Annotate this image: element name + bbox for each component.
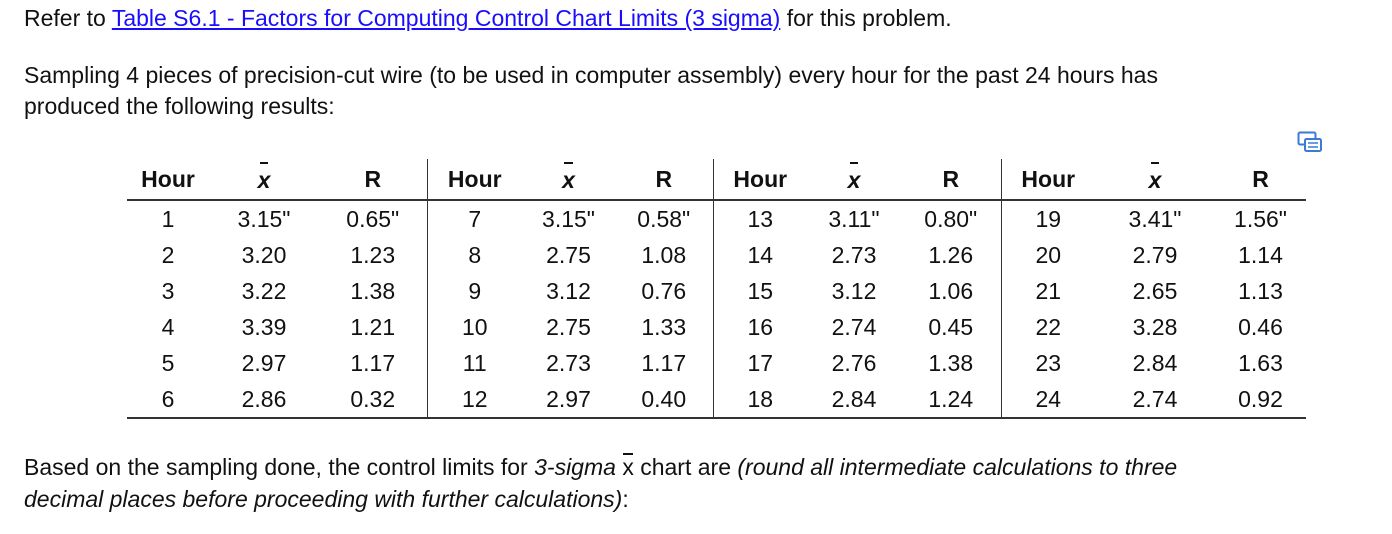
intro-prefix: Refer to xyxy=(24,5,106,31)
hour-cell: 17 xyxy=(747,349,774,376)
xbar-cell: 3.12 xyxy=(831,277,877,304)
table-row xyxy=(127,237,1306,273)
question-text: chart are xyxy=(640,454,731,480)
xbar-cell: 2.73 xyxy=(546,349,591,376)
xbar-symbol: x xyxy=(562,166,575,193)
header-xbar xyxy=(1095,159,1215,200)
hour-cell: 23 xyxy=(1035,349,1062,376)
question-line-2 xyxy=(24,483,629,515)
header-range: R xyxy=(1215,159,1306,200)
xbar-cell: 2.84 xyxy=(1132,349,1178,376)
range-cell: 0.80" xyxy=(901,200,1001,237)
table-header-row xyxy=(127,159,1306,200)
intro-line xyxy=(24,2,952,34)
hour-cell: 22 xyxy=(1035,313,1062,340)
xbar-symbol: x xyxy=(1148,166,1162,193)
header-range: R xyxy=(901,159,1001,200)
xbar-cell: 2.97 xyxy=(522,381,615,418)
hour-cell: 16 xyxy=(747,313,774,340)
xbar-cell: 2.75 xyxy=(546,241,591,268)
xbar-symbol: x xyxy=(257,166,271,193)
question-colon: : xyxy=(622,486,629,512)
xbar-cell: 2.97 xyxy=(241,349,287,376)
range-cell: 0.58" xyxy=(615,200,713,237)
hour-cell: 9 xyxy=(468,277,482,304)
range-cell: 1.17 xyxy=(615,345,713,381)
hour-cell: 15 xyxy=(747,277,774,304)
table-row xyxy=(127,381,1306,418)
hour-cell: 11 xyxy=(462,349,487,376)
xbar-cell: 3.28 xyxy=(1132,313,1178,340)
intro-suffix: for this problem. xyxy=(786,5,952,31)
range-cell: 1.26 xyxy=(901,237,1001,273)
range-cell: 1.14 xyxy=(1238,241,1283,268)
question-text: Based on the sampling done, the control limits for xyxy=(24,454,528,480)
results-table xyxy=(127,159,1306,419)
range-cell: 1.33 xyxy=(615,309,713,345)
xbar-cell: 3.41" xyxy=(1128,205,1182,232)
header-xbar xyxy=(209,159,319,200)
question-sigma: 3-sigma xyxy=(534,454,616,480)
xbar-symbol: x xyxy=(622,451,634,483)
range-cell: 1.24 xyxy=(901,381,1001,418)
hour-cell: 21 xyxy=(1035,277,1062,304)
problem-line-2: produced the following results: xyxy=(24,93,335,119)
xbar-cell: 2.86 xyxy=(209,381,319,418)
header-range: R xyxy=(615,159,713,200)
xbar-cell: 2.65 xyxy=(1132,277,1178,304)
xbar-cell: 3.15" xyxy=(542,205,595,232)
hour-cell: 3 xyxy=(161,277,175,304)
xbar-cell: 3.12 xyxy=(546,277,591,304)
range-cell: 1.38 xyxy=(319,273,427,309)
range-cell: 0.45 xyxy=(901,309,1001,345)
hour-cell: 1 xyxy=(161,205,175,232)
question-instructions-cont: decimal places before proceeding with further calculations) xyxy=(24,486,623,512)
hour-cell: 2 xyxy=(161,241,175,268)
hour-cell: 20 xyxy=(1035,241,1062,268)
xbar-cell: 3.15" xyxy=(237,205,291,232)
xbar-cell: 3.39 xyxy=(241,313,287,340)
hour-cell: 24 xyxy=(1001,381,1095,418)
table-row xyxy=(127,200,1306,237)
range-cell: 0.76 xyxy=(615,273,713,309)
header-hour: Hour xyxy=(713,159,807,200)
question-instructions: (round all intermediate calculations to three xyxy=(737,454,1178,480)
range-cell: 1.08 xyxy=(615,237,713,273)
xbar-cell: 2.76 xyxy=(831,349,877,376)
xbar-cell: 3.11" xyxy=(828,205,880,232)
range-cell: 1.21 xyxy=(319,309,427,345)
range-cell: 1.06 xyxy=(901,273,1001,309)
hour-cell: 13 xyxy=(747,205,774,232)
table-row xyxy=(127,345,1306,381)
table-row xyxy=(127,309,1306,345)
range-cell: 1.23 xyxy=(319,237,427,273)
range-cell: 0.92 xyxy=(1215,381,1306,418)
range-cell: 1.38 xyxy=(901,345,1001,381)
range-cell: 0.32 xyxy=(319,381,427,418)
hour-cell: 10 xyxy=(461,313,488,340)
hour-cell: 18 xyxy=(713,381,807,418)
xbar-cell: 2.75 xyxy=(546,313,591,340)
range-cell: 0.40 xyxy=(615,381,713,418)
hour-cell: 19 xyxy=(1035,205,1062,232)
range-cell: 1.63 xyxy=(1238,349,1283,376)
header-xbar xyxy=(807,159,901,200)
table-s6-1-link[interactable]: Table S6.1 - Factors for Computing Control Chart Limits (3 sigma) xyxy=(111,5,781,31)
question-line-1 xyxy=(24,451,1177,483)
xbar-cell: 2.79 xyxy=(1132,241,1178,268)
hour-cell: 5 xyxy=(161,349,175,376)
hour-cell: 14 xyxy=(747,241,774,268)
xbar-cell: 3.20 xyxy=(241,241,287,268)
header-range: R xyxy=(319,159,427,200)
xbar-cell: 3.22 xyxy=(241,277,287,304)
copy-table-icon[interactable] xyxy=(1297,131,1323,153)
xbar-cell: 2.74 xyxy=(831,313,877,340)
range-cell: 1.13 xyxy=(1238,277,1283,304)
xbar-cell: 2.74 xyxy=(1095,381,1215,418)
header-hour: Hour xyxy=(1001,159,1095,200)
xbar-cell: 2.73 xyxy=(831,241,877,268)
header-hour: Hour xyxy=(127,159,209,200)
hour-cell: 12 xyxy=(427,381,522,418)
header-xbar xyxy=(522,159,615,200)
hour-cell: 7 xyxy=(468,205,482,232)
range-cell: 0.46 xyxy=(1238,313,1283,340)
range-cell: 1.56" xyxy=(1234,205,1287,232)
problem-line-1: Sampling 4 pieces of precision-cut wire (to be used in computer assembly) every hour for the past 24 hours has xyxy=(24,62,1158,88)
header-hour: Hour xyxy=(427,159,522,200)
hour-cell: 8 xyxy=(468,241,482,268)
range-cell: 0.65" xyxy=(319,200,427,237)
table-row xyxy=(127,273,1306,309)
xbar-cell: 2.84 xyxy=(807,381,901,418)
hour-cell: 4 xyxy=(161,313,175,340)
range-cell: 1.17 xyxy=(319,345,427,381)
xbar-symbol: x xyxy=(847,166,861,193)
hour-cell: 6 xyxy=(127,381,209,418)
